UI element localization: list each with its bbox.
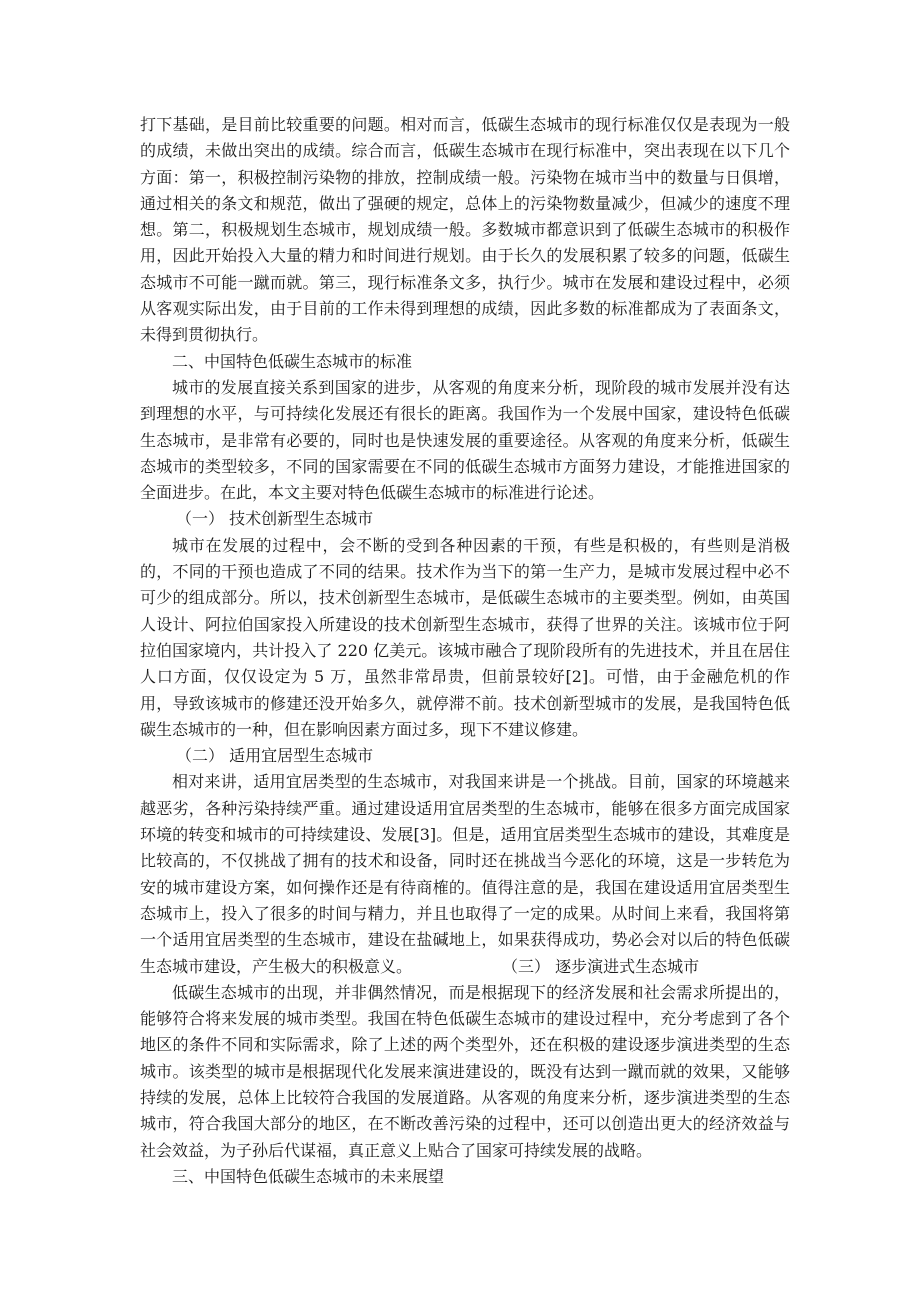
subheading-gradual-evolution: （三） 逐步演进式生态城市 — [502, 956, 700, 976]
paragraph-livable-text: 相对来讲，适用宜居类型的生态城市，对我国来讲是一个挑战。目前，国家的环境越来越恶劣，各种污染持续严重。通过建设适用宜居类型的生态城市，能够在很多方面完成国家环境的转变和城市的可持续建设、发展[3]。但是，适用宜居类型生态城市的建设，其难度是比较高的，不仅挑战了拥有的技术和设备，同时还在挑战当今恶化的环境，这是一步转危为安的城市建设方案，如何操作还是有待商榷的。值得注意的是，我国在建设适用宜居类型生态城市上，投入了很多的时间与精力，并且也取得了一定的成果。从时间上来看，我国将第一个适用宜居类型的生态城市，建设在盐碱地上，如果获得成功，势必会对以后的特色低碳生态城市建设，产生极大的积极意义。 — [140, 772, 790, 976]
document-page — [140, 112, 790, 1190]
section-heading-2: 二、中国特色低碳生态城市的标准 — [172, 351, 413, 371]
subheading-tech-innovation: （一） 技术创新型生态城市 — [176, 509, 374, 529]
paragraph-standards-summary: 打下基础，是目前比较重要的问题。相对而言，低碳生态城市的现行标准仅仅是表现为一般的成绩，未做出突出的成绩。综合而言，低碳生态城市在现行标准中，突出表现在以下几个方面：第一，积极控制污染物的排放，控制成绩一般。污染物在城市当中的数量与日俱增，通过相关的条文和规范，做出了强硬的规定，总体上的污染物数量减少，但减少的速度不理想。第二，积极规划生态城市，规划成绩一般。多数城市都意识到了低碳生态城市的积极作用，因此开始投入大量的精力和时间进行规划。由于长久的发展积累了较多的问题，低碳生态城市不可能一蹴而就。第三，现行标准条文多，执行少。城市在发展和建设过程中，必须从客观实际出发，由于目前的工作未得到理想的成绩，因此多数的标准都成为了表面条文，未得到贯彻执行。 — [140, 115, 790, 345]
section-heading-3: 三、中国特色低碳生态城市的未来展望 — [172, 1166, 445, 1186]
paragraph-standards-intro: 城市的发展直接关系到国家的进步，从客观的角度来分析，现阶段的城市发展并没有达到理想的水平，与可持续化发展还有很长的距离。我国作为一个发展中国家，建设特色低碳生态城市，是非常有必要的，同时也是快速发展的重要途径。从客观的角度来分析，低碳生态城市的类型较多，不同的国家需要在不同的低碳生态城市方面努力建设，才能推进国家的全面进步。在此，本文主要对特色低碳生态城市的标准进行论述。 — [140, 377, 790, 503]
paragraph-gradual-evolution: 低碳生态城市的出现，并非偶然情况，而是根据现下的经济发展和社会需求所提出的，能够符合将来发展的城市类型。我国在特色低碳生态城市的建设过程中，充分考虑到了各个地区的条件不同和实际需求，除了上述的两个类型外，还在积极的建设逐步演进类型的生态城市。该类型的城市是根据现代化发展来演进建设的，既没有达到一蹴而就的效果，又能够持续的发展，总体上比较符合我国的发展道路。从客观的角度来分析，逐步演进类型的生态城市，符合我国大部分的地区，在不断改善污染的过程中，还可以创造出更大的经济效益与社会效益，为子孙后代谋福，真正意义上贴合了国家可持续发展的战略。 — [140, 982, 790, 1160]
paragraph-livable — [140, 769, 790, 979]
subheading-livable: （二） 适用宜居型生态城市 — [176, 746, 374, 766]
paragraph-tech-innovation: 城市在发展的过程中，会不断的受到各种因素的干预，有些是积极的，有些则是消极的，不同的干预也造成了不同的结果。技术作为当下的第一生产力，是城市发展过程中必不可少的组成部分。所以，技术创新型生态城市，是低碳生态城市的主要类型。例如，由英国人设计、阿拉伯国家投入所建设的技术创新型生态城市，获得了世界的关注。该城市位于阿拉伯国家境内，共计投入了 220 亿美元。该城市融合了现阶段所有的先进技术，并且在居住人口方面，仅仅设定为 5 万，虽然非常昂贵，但前景较好[2]。可惜，由于金融危机的作用，导致该城市的修建还没开始多久，就停滞不前。技术创新型城市的发展，是我国特色低碳生态城市的一种，但在影响因素方面过多，现下不建议修建。 — [140, 535, 790, 739]
